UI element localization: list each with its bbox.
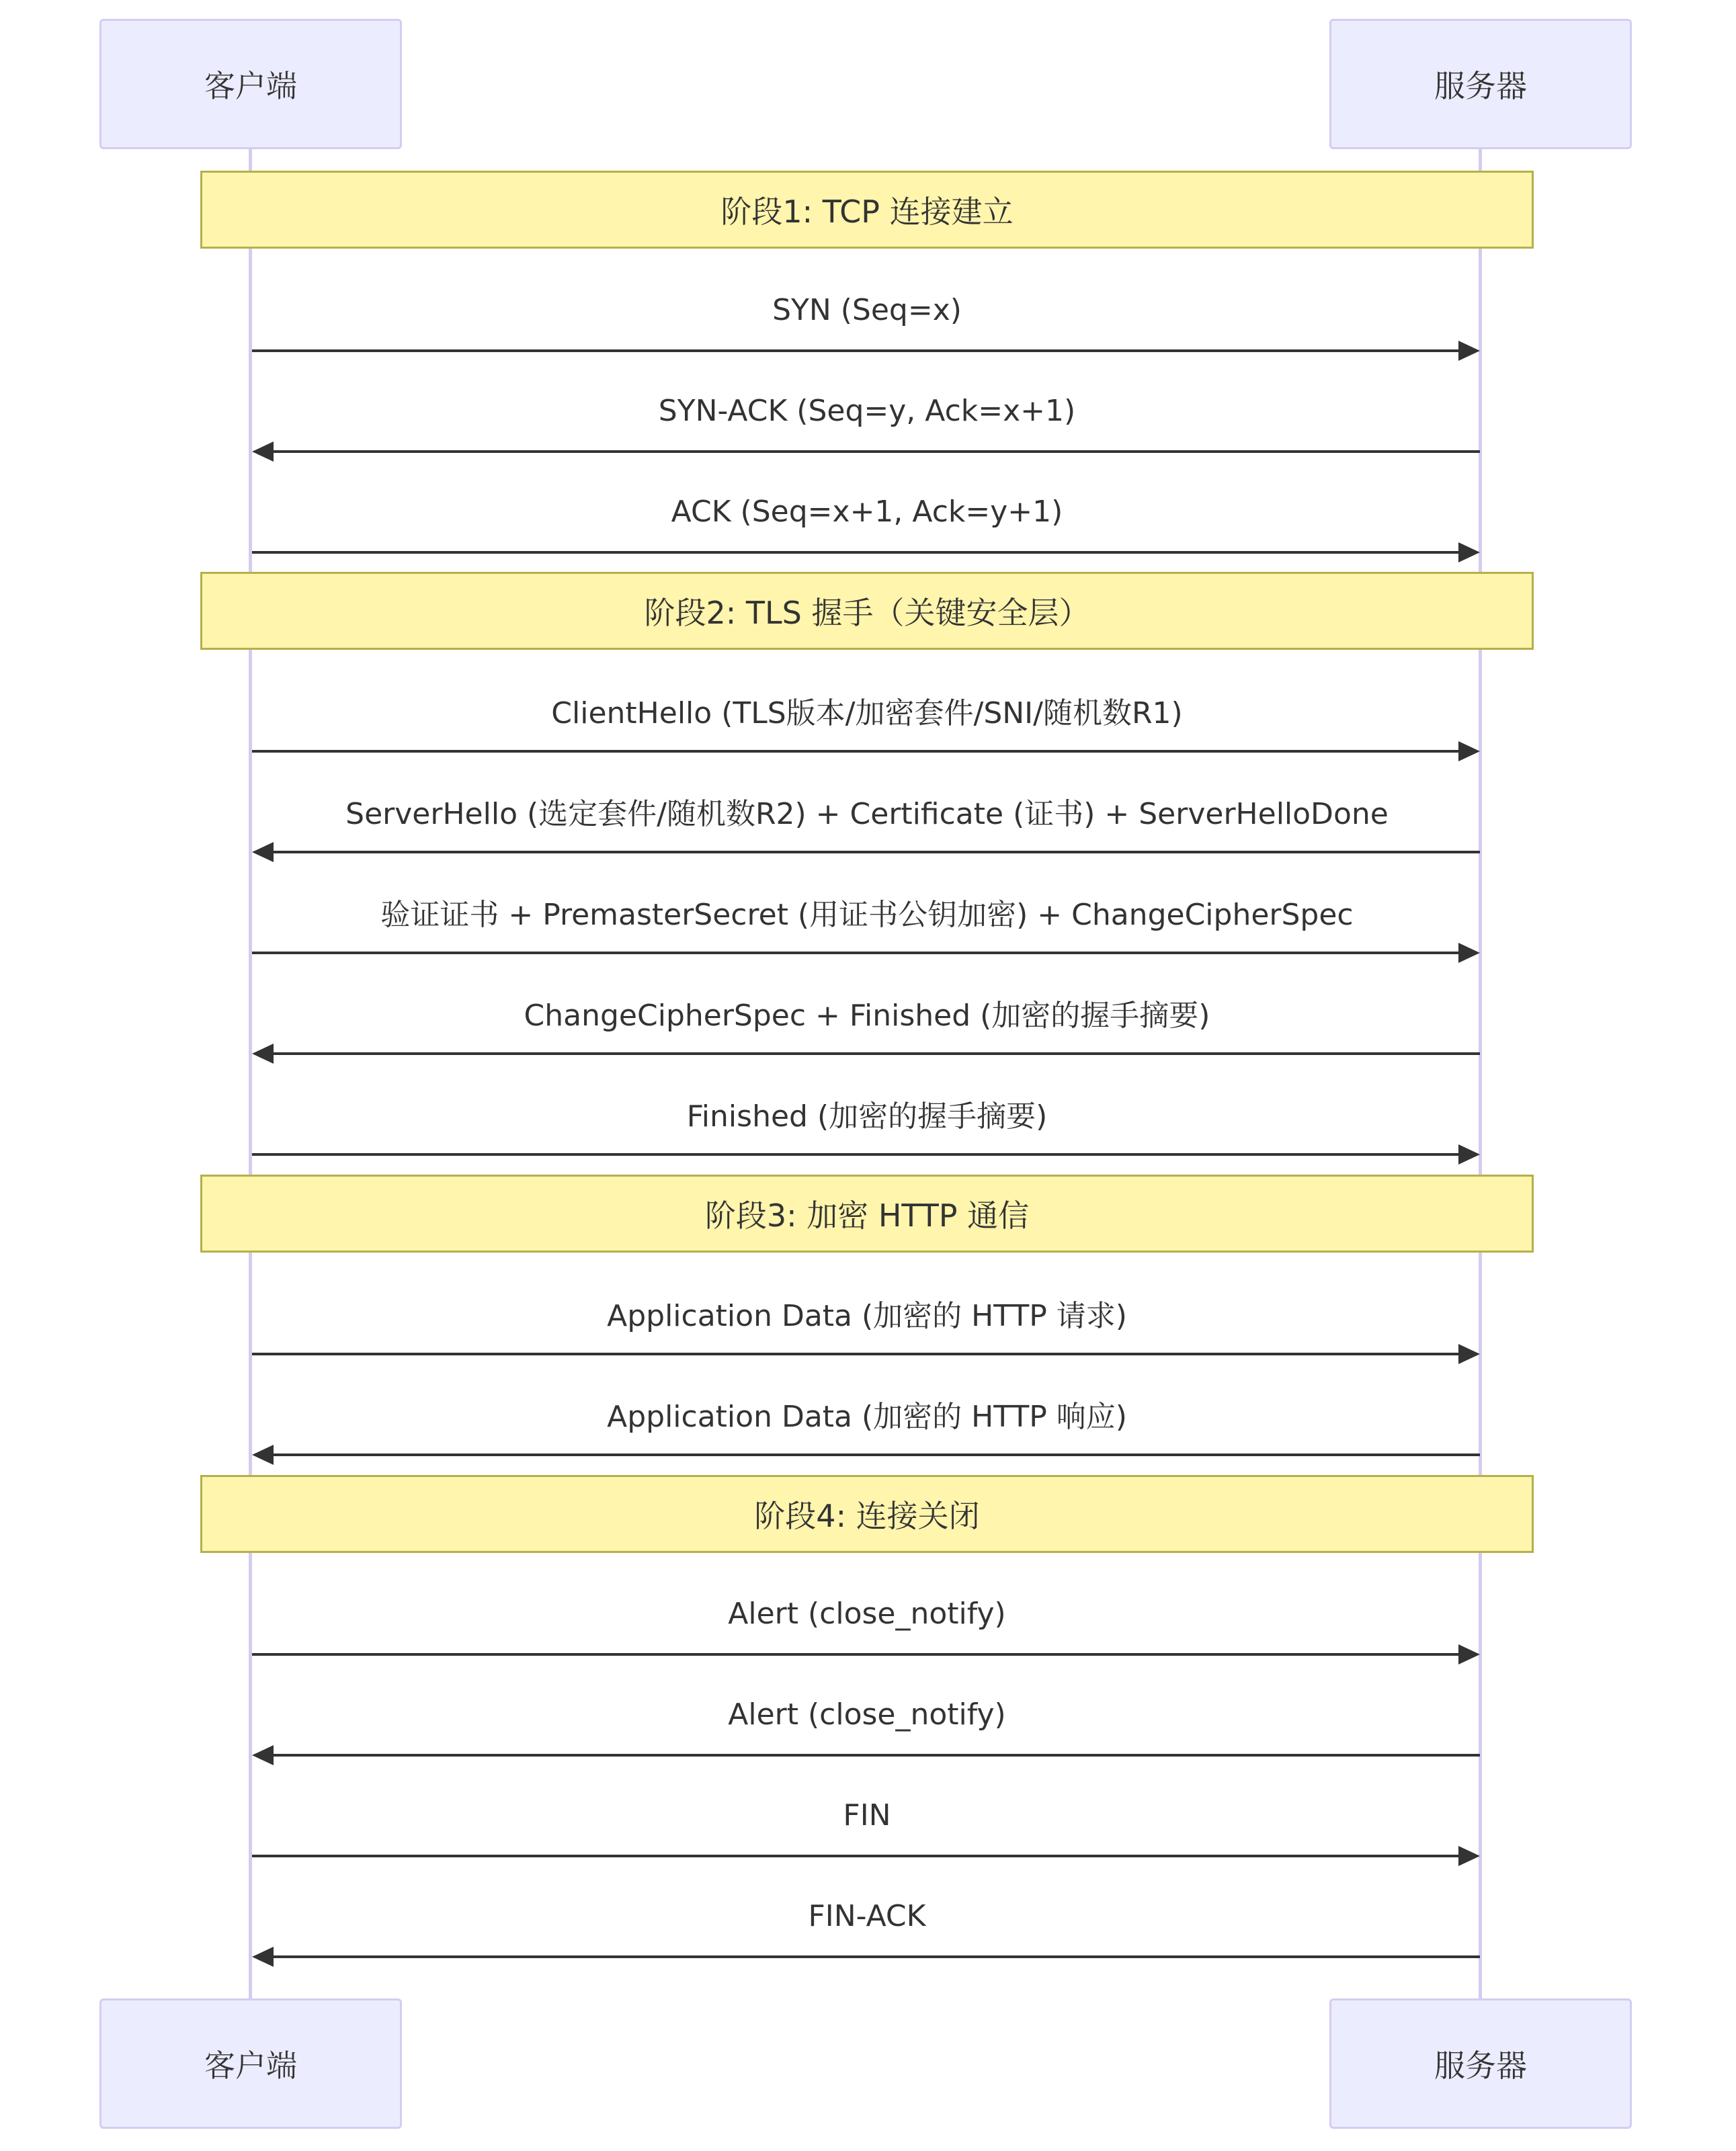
client-actor-bottom: 客户端 [99,1998,402,2129]
message-arrow-head [1458,1344,1480,1364]
server-actor-top: 服务器 [1329,19,1632,149]
message-arrow-head [252,1445,274,1465]
message-label: ChangeCipherSpec + Finished (加密的握手摘要) [524,999,1210,1033]
message-arrow-head [252,842,274,862]
message-label: Application Data (加密的 HTTP 响应) [607,1400,1127,1434]
message-arrow-head [1458,1846,1480,1866]
message-arrow-head [1458,943,1480,963]
client-actor-top: 客户端 [99,19,402,149]
message-arrow-head [252,1044,274,1064]
message-label: ClientHello (TLS版本/加密套件/SNI/随机数R1) [551,696,1183,730]
phase-note-tls: 阶段2: TLS 握手（关键安全层） [200,572,1534,650]
message-arrow-head [1458,542,1480,562]
message-label: ServerHello (选定套件/随机数R2) + Certificate (证书) + ServerHelloDone [345,797,1389,831]
message-label: SYN-ACK (Seq=y, Ack=x+1) [658,393,1076,428]
message-arrow-head [1458,1644,1480,1664]
message-arrow-head [252,1745,274,1765]
message-label: Alert (close_notify) [728,1697,1006,1732]
message-label: SYN (Seq=x) [772,292,962,327]
message-arrow-head [252,441,274,462]
message-label: 验证证书 + PremasterSecret (用证书公钥加密) + ChangeCipherSpec [380,898,1354,932]
message-label: Application Data (加密的 HTTP 请求) [607,1299,1127,1333]
message-arrow-head [1458,1144,1480,1165]
phase-note-http: 阶段3: 加密 HTTP 通信 [200,1175,1534,1253]
message-label: Finished (加密的握手摘要) [686,1099,1048,1134]
message-label: Alert (close_notify) [728,1596,1006,1631]
message-arrow-head [1458,741,1480,761]
message-label: ACK (Seq=x+1, Ack=y+1) [671,494,1063,529]
phase-note-close: 阶段4: 连接关闭 [200,1475,1534,1553]
phase-note-tcp: 阶段1: TCP 连接建立 [200,171,1534,249]
message-arrow-head [1458,341,1480,361]
server-actor-bottom: 服务器 [1329,1998,1632,2129]
message-label: FIN-ACK [808,1898,926,1933]
message-arrow-head [252,1947,274,1967]
message-label: FIN [843,1798,891,1832]
